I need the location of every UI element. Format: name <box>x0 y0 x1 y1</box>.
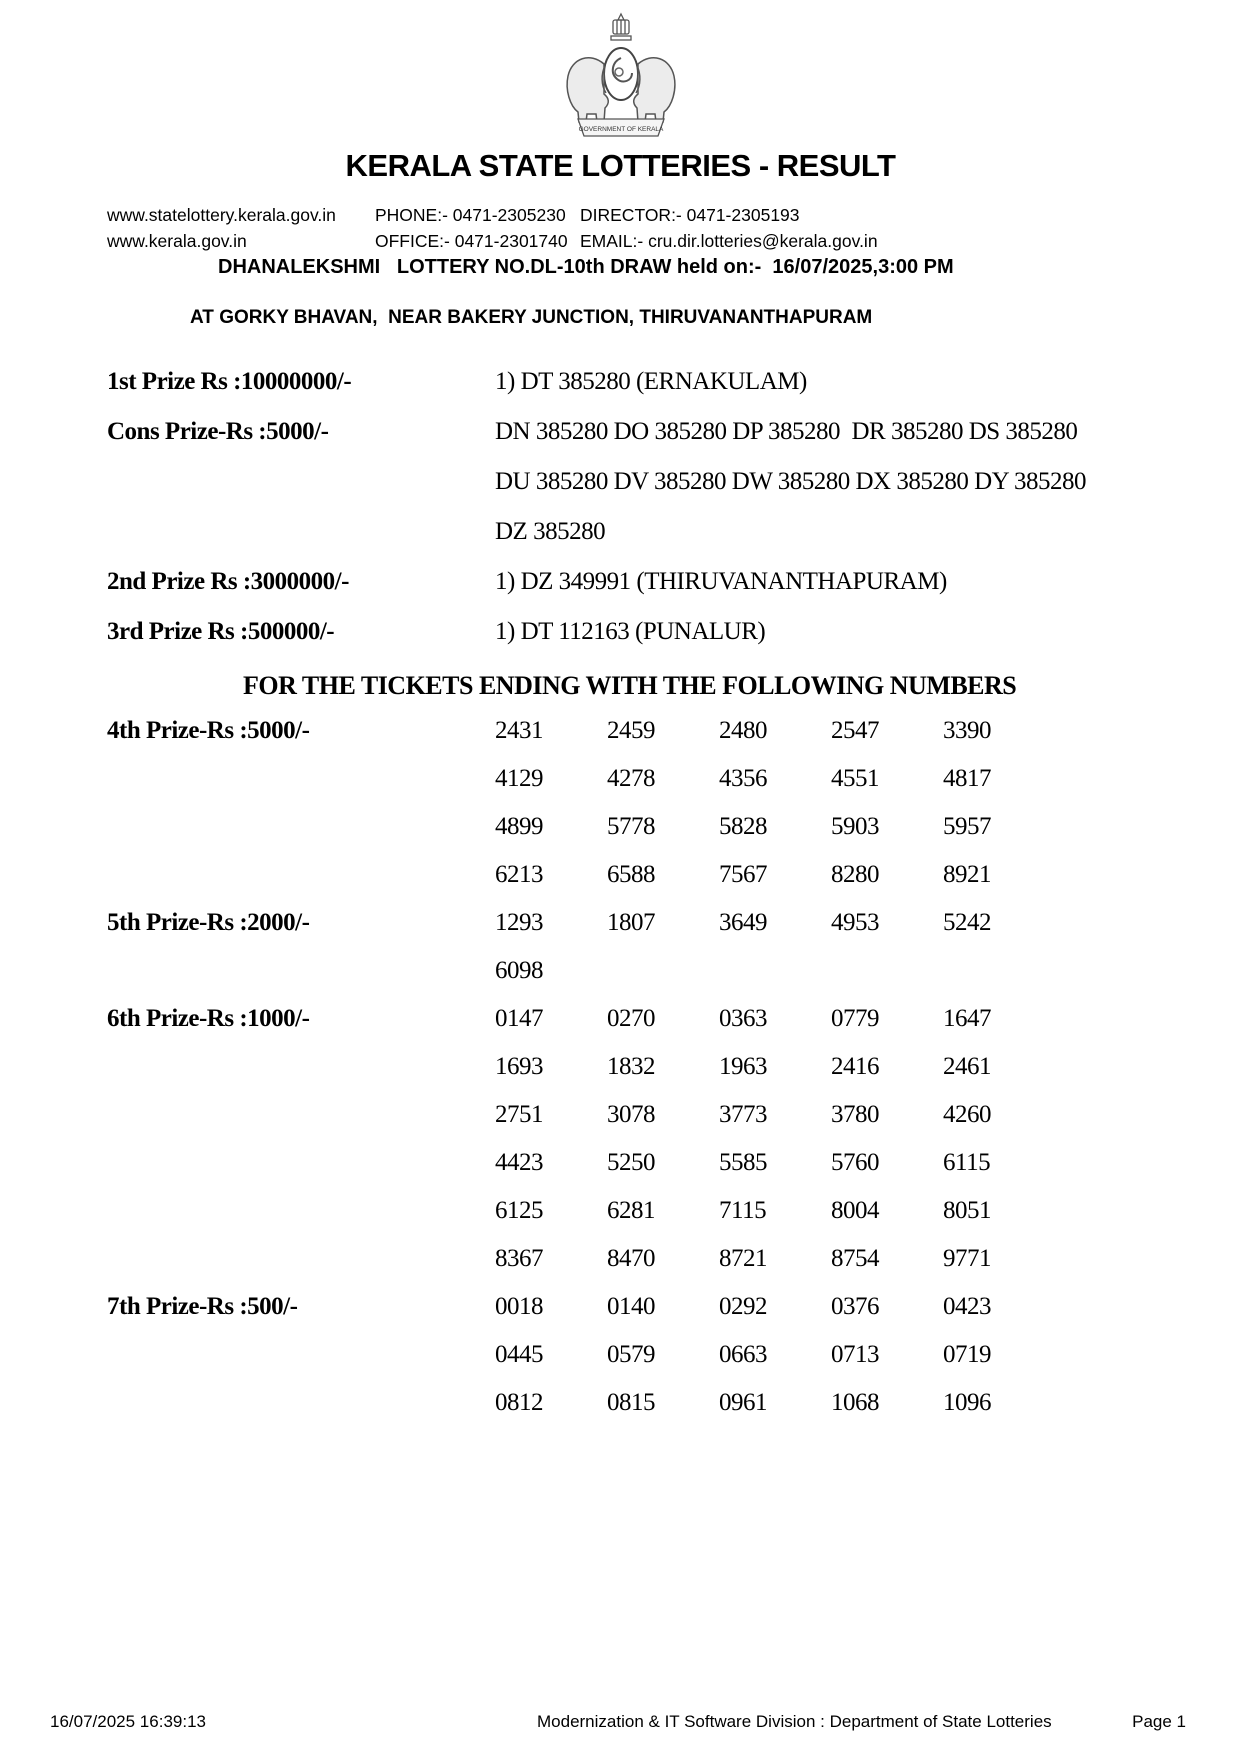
venue-info: AT GORKY BHAVAN, NEAR BAKERY JUNCTION, THIRUVANANTHAPURAM <box>190 307 873 328</box>
ticket-number: 0292 <box>719 1293 767 1320</box>
prize-label: 1st Prize Rs :10000000/- <box>107 368 352 395</box>
top-prizes-section <box>107 357 1241 657</box>
ticket-number: 5585 <box>719 1149 767 1176</box>
emblem <box>0 0 1241 144</box>
prize-label: 3rd Prize Rs :500000/- <box>107 618 335 645</box>
prize-label: 4th Prize-Rs :5000/- <box>107 717 310 744</box>
ticket-number: 8921 <box>943 861 991 888</box>
ticket-number: 1096 <box>943 1389 991 1416</box>
ending-numbers-heading: FOR THE TICKETS ENDING WITH THE FOLLOWING NUMBERS <box>243 671 1017 700</box>
page-number: Page 1 <box>1132 1712 1186 1731</box>
ticket-number: 5903 <box>831 813 879 840</box>
ticket-number: 6213 <box>495 861 543 888</box>
ticket-number: 7115 <box>719 1197 767 1224</box>
contact-block <box>107 202 1241 254</box>
prize-row-cons <box>107 407 1241 457</box>
ticket-number: 0663 <box>719 1341 767 1368</box>
ticket-number: 8004 <box>831 1197 879 1224</box>
prize-row-cons-cont <box>107 507 1241 557</box>
ending-prizes-section <box>107 707 1241 1427</box>
prize-row-1st <box>107 357 1241 407</box>
email-address: EMAIL:- cru.dir.lotteries@kerala.gov.in <box>580 231 878 251</box>
ticket-number: 5250 <box>607 1149 655 1176</box>
ticket-number: 0579 <box>607 1341 655 1368</box>
prize-row-2nd <box>107 557 1241 607</box>
ticket-number: 6281 <box>607 1197 655 1224</box>
prize-label: 7th Prize-Rs :500/- <box>107 1293 298 1320</box>
ticket-number: 6125 <box>495 1197 543 1224</box>
ticket-number: 0140 <box>607 1293 655 1320</box>
ticket-number: 3390 <box>943 717 991 744</box>
ticket-number-grid <box>495 899 1055 995</box>
prize-label: 5th Prize-Rs :2000/- <box>107 909 310 936</box>
website-link-kerala: www.kerala.gov.in <box>107 231 247 251</box>
ticket-number: 2431 <box>495 717 543 744</box>
ticket-number: 4260 <box>943 1101 991 1128</box>
ticket-number: 4953 <box>831 909 879 936</box>
ticket-number: 4899 <box>495 813 543 840</box>
ticket-number: 5828 <box>719 813 767 840</box>
ticket-number: 1293 <box>495 909 543 936</box>
prize-winner: DN 385280 DO 385280 DP 385280 DR 385280 DS 385280 <box>495 418 1078 445</box>
ticket-number: 2459 <box>607 717 655 744</box>
ticket-number: 2461 <box>943 1053 991 1080</box>
ticket-number: 4278 <box>607 765 655 792</box>
page-footer <box>0 1710 1241 1732</box>
prize-winner: 1) DT 385280 (ERNAKULAM) <box>495 368 807 395</box>
ticket-number: 8721 <box>719 1245 767 1272</box>
prize-group-7th <box>107 1283 1241 1427</box>
ticket-number: 2416 <box>831 1053 879 1080</box>
ticket-number: 0815 <box>607 1389 655 1416</box>
director-number: DIRECTOR:- 0471-2305193 <box>580 205 800 225</box>
ticket-number: 8367 <box>495 1245 543 1272</box>
ticket-number: 6115 <box>943 1149 991 1176</box>
prize-label: 6th Prize-Rs :1000/- <box>107 1005 310 1032</box>
ticket-number: 1647 <box>943 1005 991 1032</box>
emblem-caption: GOVERNMENT OF KERALA <box>578 126 663 133</box>
ticket-number: 0445 <box>495 1341 543 1368</box>
ticket-number: 0147 <box>495 1005 543 1032</box>
ticket-number: 7567 <box>719 861 767 888</box>
ticket-number: 4817 <box>943 765 991 792</box>
ticket-number: 4551 <box>831 765 879 792</box>
ticket-number: 2547 <box>831 717 879 744</box>
prize-winner: 1) DT 112163 (PUNALUR) <box>495 618 766 645</box>
ticket-number: 0713 <box>831 1341 879 1368</box>
ticket-number: 8051 <box>943 1197 991 1224</box>
prize-row-cons-cont <box>107 457 1241 507</box>
ticket-number: 0812 <box>495 1389 543 1416</box>
ticket-number: 3773 <box>719 1101 767 1128</box>
ticket-number: 5242 <box>943 909 991 936</box>
ticket-number: 5760 <box>831 1149 879 1176</box>
ticket-number: 1693 <box>495 1053 543 1080</box>
ticket-number: 8280 <box>831 861 879 888</box>
ticket-number: 5957 <box>943 813 991 840</box>
ticket-number: 4129 <box>495 765 543 792</box>
ticket-number: 3649 <box>719 909 767 936</box>
ticket-number: 1963 <box>719 1053 767 1080</box>
ticket-number: 0363 <box>719 1005 767 1032</box>
ticket-number: 4423 <box>495 1149 543 1176</box>
prize-winner: 1) DZ 349991 (THIRUVANANTHAPURAM) <box>495 568 947 595</box>
ticket-number: 2480 <box>719 717 767 744</box>
ticket-number-grid <box>495 995 1055 1283</box>
prize-group-5th <box>107 899 1241 995</box>
prize-winner: DU 385280 DV 385280 DW 385280 DX 385280 DY 385280 <box>495 468 1087 495</box>
page-title: KERALA STATE LOTTERIES - RESULT <box>345 148 896 183</box>
phone-number: PHONE:- 0471-2305230 <box>375 205 566 225</box>
ticket-number: 2751 <box>495 1101 543 1128</box>
print-timestamp: 16/07/2025 16:39:13 <box>50 1712 206 1731</box>
prize-label: Cons Prize-Rs :5000/- <box>107 418 329 445</box>
contact-row-2 <box>107 228 1241 254</box>
website-link-statelottery: www.statelottery.kerala.gov.in <box>107 205 336 225</box>
kerala-emblem-icon <box>560 10 682 144</box>
contact-row-1 <box>107 202 1241 228</box>
ticket-number: 6588 <box>607 861 655 888</box>
ticket-number: 0719 <box>943 1341 991 1368</box>
prize-row-3rd <box>107 607 1241 657</box>
ticket-number: 0018 <box>495 1293 543 1320</box>
ticket-number: 9771 <box>943 1245 991 1272</box>
ticket-number: 5778 <box>607 813 655 840</box>
prize-group-6th <box>107 995 1241 1283</box>
ticket-number: 8470 <box>607 1245 655 1272</box>
ticket-number: 0376 <box>831 1293 879 1320</box>
ticket-number: 1068 <box>831 1389 879 1416</box>
ticket-number: 3078 <box>607 1101 655 1128</box>
ticket-number-grid <box>495 707 1055 899</box>
ticket-number: 0270 <box>607 1005 655 1032</box>
prize-group-4th <box>107 707 1241 899</box>
division-name: Modernization & IT Software Division : Department of State Lotteries <box>537 1712 1052 1731</box>
ticket-number: 1807 <box>607 909 655 936</box>
ticket-number: 0779 <box>831 1005 879 1032</box>
ticket-number: 3780 <box>831 1101 879 1128</box>
office-number: OFFICE:- 0471-2301740 <box>375 231 568 251</box>
prize-label: 2nd Prize Rs :3000000/- <box>107 568 349 595</box>
ticket-number: 0961 <box>719 1389 767 1416</box>
ticket-number: 6098 <box>495 957 543 984</box>
ticket-number-grid <box>495 1283 1055 1427</box>
draw-info: DHANALEKSHMI LOTTERY NO.DL-10th DRAW held on:- 16/07/2025,3:00 PM <box>218 256 954 278</box>
ticket-number: 0423 <box>943 1293 991 1320</box>
prize-winner: DZ 385280 <box>495 518 606 545</box>
ticket-number: 4356 <box>719 765 767 792</box>
ticket-number: 8754 <box>831 1245 879 1272</box>
ticket-number: 1832 <box>607 1053 655 1080</box>
